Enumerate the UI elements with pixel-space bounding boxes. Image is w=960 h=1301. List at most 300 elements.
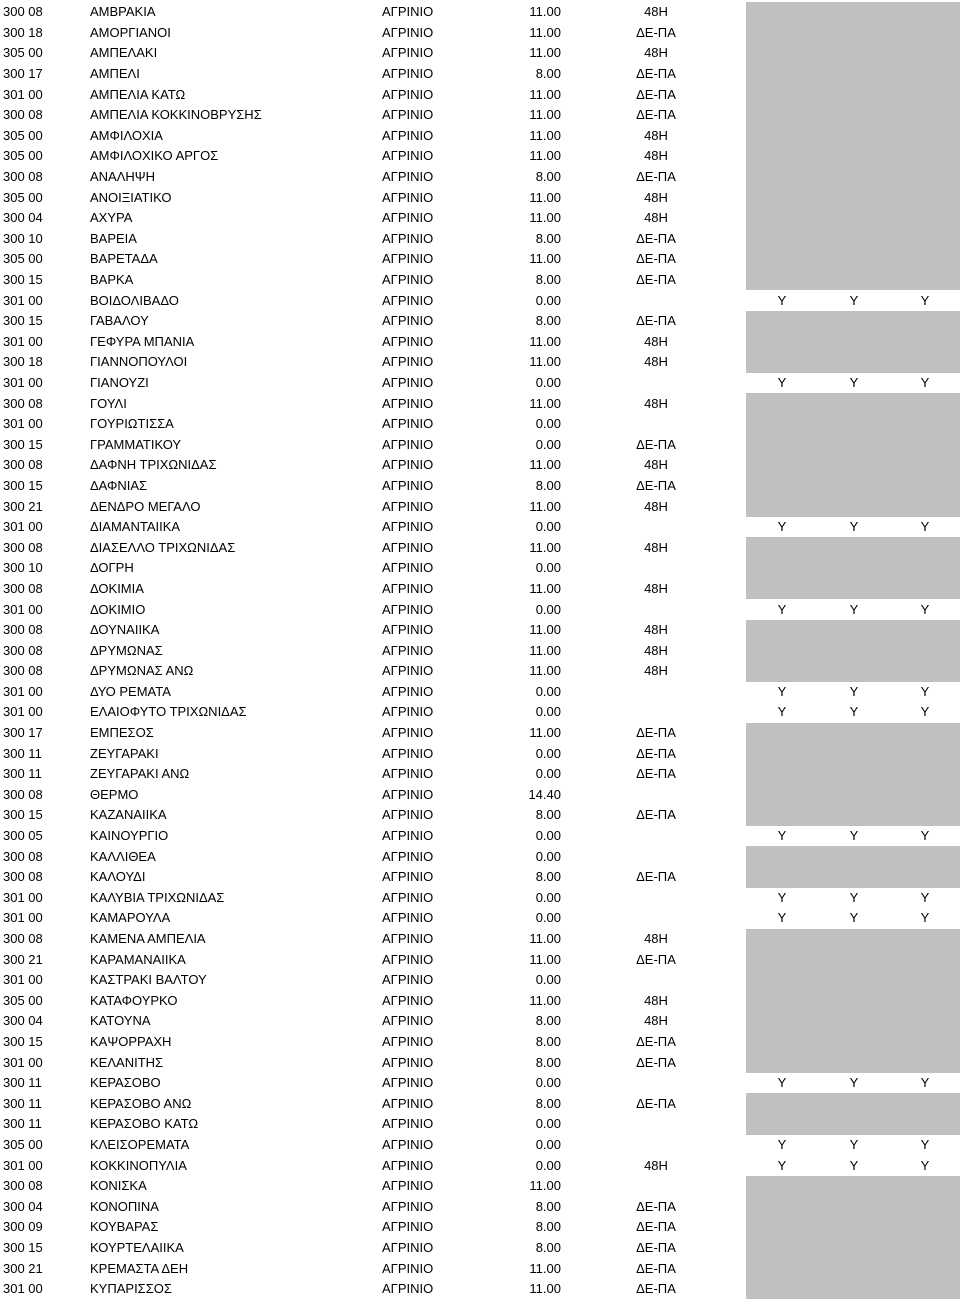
value-cell: 11.00 (529, 663, 561, 679)
area-cell: ΑΓΡΙΝΙΟ (382, 169, 434, 185)
value-cell: 0.00 (535, 374, 561, 390)
place-name-cell: ΑΜΒΡΑΚΙΑ (90, 4, 156, 20)
table-row (0, 949, 960, 970)
value-cell: 11.00 (529, 148, 561, 164)
flag-1-cell (746, 496, 818, 517)
value-cell: 0.00 (535, 704, 561, 720)
flag-2-cell (818, 785, 890, 806)
delivery-cell: ΔΕ-ΠΑ (636, 807, 676, 823)
area-cell: ΑΓΡΙΝΙΟ (382, 622, 434, 638)
flag-3-cell (890, 929, 960, 950)
area-cell: ΑΓΡΙΝΙΟ (382, 889, 434, 905)
delivery-cell: ΔΕ-ΠΑ (636, 1260, 676, 1276)
postal-code-cell: 301 00 (3, 972, 43, 988)
table-row (0, 311, 960, 332)
place-name-cell: ΕΜΠΕΣΟΣ (90, 725, 154, 741)
value-cell: 11.00 (529, 580, 561, 596)
value-cell: 11.00 (529, 1260, 561, 1276)
table-row (0, 2, 960, 23)
flag-3-cell (890, 764, 960, 785)
postal-code-cell: 300 04 (3, 1013, 43, 1029)
flag-2-cell (818, 949, 890, 970)
postal-code-cell: 300 08 (3, 539, 43, 555)
flag-3-cell: Y (920, 1075, 930, 1091)
table-row (0, 393, 960, 414)
flag-2-cell (818, 352, 890, 373)
postal-code-cell: 301 00 (3, 374, 43, 390)
area-cell: ΑΓΡΙΝΙΟ (382, 230, 434, 246)
value-cell: 0.00 (535, 889, 561, 905)
table-row (0, 702, 960, 723)
table-row (0, 434, 960, 455)
postal-code-cell: 300 17 (3, 725, 43, 741)
value-cell: 0.00 (535, 848, 561, 864)
delivery-cell (566, 517, 746, 538)
postal-code-cell: 300 10 (3, 230, 43, 246)
postal-code-cell: 300 10 (3, 560, 43, 576)
flag-3-cell: Y (920, 683, 930, 699)
flag-1-cell: Y (777, 292, 787, 308)
delivery-cell: ΔΕ-ΠΑ (636, 766, 676, 782)
value-cell: 11.00 (529, 992, 561, 1008)
area-cell: ΑΓΡΙΝΙΟ (382, 1178, 434, 1194)
value-cell: 0.00 (535, 828, 561, 844)
value-cell: 11.00 (529, 333, 561, 349)
delivery-cell (566, 682, 746, 703)
delivery-cell: ΔΕ-ΠΑ (636, 1219, 676, 1235)
flag-2-cell (818, 64, 890, 85)
flag-3-cell (890, 84, 960, 105)
value-cell: 11.00 (529, 725, 561, 741)
flag-3-cell (890, 1093, 960, 1114)
flag-1-cell (746, 208, 818, 229)
delivery-cell: ΔΕ-ΠΑ (636, 1281, 676, 1297)
value-cell: 8.00 (535, 1054, 561, 1070)
table-row (0, 208, 960, 229)
flag-3-cell (890, 332, 960, 353)
flag-3-cell (890, 1052, 960, 1073)
value-cell: 0.00 (535, 910, 561, 926)
flag-1-cell (746, 991, 818, 1012)
flag-1-cell (746, 743, 818, 764)
flag-1-cell (746, 949, 818, 970)
flag-3-cell (890, 743, 960, 764)
value-cell: 14.40 (528, 786, 561, 802)
area-cell: ΑΓΡΙΝΙΟ (382, 313, 434, 329)
table-row (0, 805, 960, 826)
place-name-cell: ΔΕΝΔΡΟ ΜΕΓΑΛΟ (90, 498, 201, 514)
flag-3-cell (890, 1032, 960, 1053)
place-name-cell: ΚΟΝΙΣΚΑ (90, 1178, 147, 1194)
flag-2-cell (818, 537, 890, 558)
flag-2-cell (818, 332, 890, 353)
flag-1-cell (746, 1093, 818, 1114)
flag-2-cell (818, 455, 890, 476)
value-cell: 0.00 (535, 416, 561, 432)
flag-2-cell (818, 764, 890, 785)
flag-2-cell (818, 929, 890, 950)
flag-1-cell (746, 1032, 818, 1053)
flag-3-cell: Y (920, 1157, 930, 1173)
value-cell: 0.00 (535, 745, 561, 761)
place-name-cell: ΔΑΦΝΙΑΣ (90, 477, 148, 493)
value-cell: 0.00 (535, 1157, 561, 1173)
flag-1-cell (746, 867, 818, 888)
delivery-cell: ΔΕ-ΠΑ (636, 1198, 676, 1214)
flag-3-cell (890, 476, 960, 497)
flag-1-cell (746, 352, 818, 373)
postal-code-cell: 300 11 (3, 745, 42, 761)
flag-3-cell (890, 1217, 960, 1238)
postal-code-cell: 301 00 (3, 416, 43, 432)
area-cell: ΑΓΡΙΝΙΟ (382, 127, 434, 143)
postal-code-cell: 300 08 (3, 642, 43, 658)
delivery-cell: 48Η (644, 663, 668, 679)
postal-code-cell: 300 08 (3, 395, 43, 411)
area-cell: ΑΓΡΙΝΙΟ (382, 107, 434, 123)
flag-2-cell (818, 414, 890, 435)
delivery-cell: ΔΕ-ΠΑ (636, 1239, 676, 1255)
flag-1-cell (746, 476, 818, 497)
postal-code-cell: 300 05 (3, 828, 43, 844)
value-cell: 8.00 (535, 66, 561, 82)
place-name-cell: ΚΕΡΑΣΟΒΟ ΚΑΤΩ (90, 1116, 199, 1132)
delivery-cell: ΔΕ-ΠΑ (636, 230, 676, 246)
locations-table (0, 2, 960, 1299)
postal-code-cell: 300 21 (3, 951, 43, 967)
flag-3-cell (890, 434, 960, 455)
place-name-cell: ΑΜΟΡΓΙΑΝΟΙ (90, 24, 171, 40)
postal-code-cell: 300 15 (3, 477, 43, 493)
table-row (0, 764, 960, 785)
delivery-cell: 48Η (644, 1013, 668, 1029)
area-cell: ΑΓΡΙΝΙΟ (382, 148, 434, 164)
flag-1-cell (746, 846, 818, 867)
flag-3-cell: Y (920, 828, 930, 844)
table-row (0, 1073, 960, 1094)
postal-code-cell: 300 18 (3, 24, 43, 40)
value-cell: 11.00 (529, 1178, 561, 1194)
table-row (0, 187, 960, 208)
postal-code-cell: 300 08 (3, 869, 43, 885)
table-row (0, 826, 960, 847)
table-body (0, 2, 960, 1299)
flag-3-cell: Y (920, 1136, 930, 1152)
flag-2-cell (818, 1258, 890, 1279)
flag-3-cell (890, 414, 960, 435)
place-name-cell: ΒΑΡΕΤΑΔΑ (90, 251, 158, 267)
postal-code-cell: 300 17 (3, 66, 43, 82)
postal-code-cell: 300 15 (3, 313, 43, 329)
flag-3-cell (890, 105, 960, 126)
table-row (0, 1279, 960, 1300)
postal-code-cell: 300 08 (3, 622, 43, 638)
table-row (0, 1155, 960, 1176)
value-cell: 11.00 (529, 86, 561, 102)
flag-1-cell (746, 311, 818, 332)
delivery-cell: ΔΕ-ΠΑ (636, 745, 676, 761)
value-cell: 0.00 (535, 1075, 561, 1091)
place-name-cell: ΚΕΛΑΝΙΤΗΣ (90, 1054, 164, 1070)
flag-1-cell: Y (777, 889, 787, 905)
postal-code-cell: 301 00 (3, 1281, 43, 1297)
table-row (0, 846, 960, 867)
place-name-cell: ΖΕΥΓΑΡΑΚΙ ΑΝΩ (90, 766, 190, 782)
area-cell: ΑΓΡΙΝΙΟ (382, 354, 434, 370)
area-cell: ΑΓΡΙΝΙΟ (382, 416, 434, 432)
table-row (0, 1135, 960, 1156)
place-name-cell: ΚΟΚΚΙΝΟΠΥΛΙΑ (90, 1157, 187, 1173)
place-name-cell: ΖΕΥΓΑΡΑΚΙ (90, 745, 159, 761)
flag-3-cell (890, 208, 960, 229)
delivery-cell: 48Η (644, 580, 668, 596)
table-row (0, 496, 960, 517)
area-cell: ΑΓΡΙΝΙΟ (382, 580, 434, 596)
place-name-cell: ΚΟΥΒΑΡΑΣ (90, 1219, 159, 1235)
postal-code-cell: 300 21 (3, 1260, 43, 1276)
flag-1-cell (746, 414, 818, 435)
flag-3-cell (890, 1176, 960, 1197)
value-cell: 8.00 (535, 1095, 561, 1111)
place-name-cell: ΑΜΠΕΛΑΚΙ (90, 45, 158, 61)
flag-2-cell (818, 434, 890, 455)
area-cell: ΑΓΡΙΝΙΟ (382, 663, 434, 679)
flag-1-cell (746, 579, 818, 600)
flag-2-cell (818, 558, 890, 579)
table-row (0, 1196, 960, 1217)
place-name-cell: ΚΑΜΑΡΟΥΛΑ (90, 910, 171, 926)
flag-1-cell (746, 620, 818, 641)
flag-1-cell: Y (777, 1157, 787, 1173)
flag-3-cell (890, 1196, 960, 1217)
postal-code-cell: 300 09 (3, 1219, 43, 1235)
area-cell: ΑΓΡΙΝΙΟ (382, 848, 434, 864)
flag-2-cell (818, 579, 890, 600)
flag-1-cell (746, 1258, 818, 1279)
flag-2-cell (818, 105, 890, 126)
place-name-cell: ΚΑΡΑΜΑΝΑΙΙΚΑ (90, 951, 186, 967)
flag-2-cell (818, 805, 890, 826)
place-name-cell: ΚΟΝΟΠΙΝΑ (90, 1198, 159, 1214)
delivery-cell: ΔΕ-ΠΑ (636, 251, 676, 267)
flag-2-cell (818, 146, 890, 167)
table-row (0, 599, 960, 620)
flag-2-cell: Y (849, 519, 859, 535)
value-cell: 11.00 (529, 107, 561, 123)
flag-2-cell (818, 970, 890, 991)
flag-2-cell: Y (849, 828, 859, 844)
area-cell: ΑΓΡΙΝΙΟ (382, 333, 434, 349)
flag-3-cell (890, 537, 960, 558)
flag-3-cell (890, 270, 960, 291)
area-cell: ΑΓΡΙΝΙΟ (382, 86, 434, 102)
postal-code-cell: 301 00 (3, 704, 43, 720)
delivery-cell: 48Η (644, 127, 668, 143)
place-name-cell: ΚΑΖΑΝΑΙΙΚΑ (90, 807, 167, 823)
delivery-cell: ΔΕ-ΠΑ (636, 869, 676, 885)
postal-code-cell: 300 08 (3, 4, 43, 20)
value-cell: 11.00 (529, 4, 561, 20)
flag-1-cell (746, 434, 818, 455)
flag-1-cell (746, 43, 818, 64)
postal-code-cell: 300 11 (3, 1075, 42, 1091)
value-cell: 0.00 (535, 560, 561, 576)
value-cell: 11.00 (529, 395, 561, 411)
postal-code-cell: 300 08 (3, 580, 43, 596)
flag-2-cell (818, 187, 890, 208)
value-cell: 0.00 (535, 766, 561, 782)
place-name-cell: ΓΡΑΜΜΑΤΙΚΟΥ (90, 436, 182, 452)
delivery-cell (566, 290, 746, 311)
flag-1-cell (746, 1052, 818, 1073)
table-row (0, 84, 960, 105)
value-cell: 8.00 (535, 272, 561, 288)
value-cell: 8.00 (535, 169, 561, 185)
area-cell: ΑΓΡΙΝΙΟ (382, 1260, 434, 1276)
postal-code-cell: 300 08 (3, 169, 43, 185)
table-row (0, 661, 960, 682)
area-cell: ΑΓΡΙΝΙΟ (382, 1281, 434, 1297)
area-cell: ΑΓΡΙΝΙΟ (382, 972, 434, 988)
flag-3-cell (890, 991, 960, 1012)
flag-2-cell (818, 661, 890, 682)
value-cell: 11.00 (529, 622, 561, 638)
place-name-cell: ΕΛΑΙΟΦΥΤΟ ΤΡΙΧΩΝΙΔΑΣ (90, 704, 247, 720)
value-cell: 8.00 (535, 230, 561, 246)
area-cell: ΑΓΡΙΝΙΟ (382, 292, 434, 308)
place-name-cell: ΒΑΡΕΙΑ (90, 230, 137, 246)
flag-3-cell (890, 723, 960, 744)
table-row (0, 1258, 960, 1279)
delivery-cell: 48Η (644, 4, 668, 20)
delivery-cell: 48Η (644, 1157, 668, 1173)
area-cell: ΑΓΡΙΝΙΟ (382, 1239, 434, 1255)
flag-2-cell (818, 23, 890, 44)
area-cell: ΑΓΡΙΝΙΟ (382, 1198, 434, 1214)
value-cell: 0.00 (535, 1136, 561, 1152)
table-row (0, 867, 960, 888)
flag-3-cell: Y (920, 704, 930, 720)
delivery-cell: ΔΕ-ΠΑ (636, 24, 676, 40)
flag-1-cell: Y (777, 374, 787, 390)
flag-3-cell (890, 187, 960, 208)
table-row (0, 537, 960, 558)
area-cell: ΑΓΡΙΝΙΟ (382, 374, 434, 390)
area-cell: ΑΓΡΙΝΙΟ (382, 1033, 434, 1049)
flag-2-cell (818, 1011, 890, 1032)
table-row (0, 1217, 960, 1238)
flag-3-cell (890, 311, 960, 332)
flag-3-cell (890, 579, 960, 600)
flag-1-cell (746, 537, 818, 558)
delivery-cell: 48Η (644, 210, 668, 226)
postal-code-cell: 300 08 (3, 786, 43, 802)
table-row (0, 1011, 960, 1032)
flag-3-cell (890, 1114, 960, 1135)
postal-code-cell: 305 00 (3, 148, 43, 164)
table-row (0, 43, 960, 64)
table-row (0, 558, 960, 579)
place-name-cell: ΓΑΒΑΛΟΥ (90, 313, 149, 329)
flag-2-cell (818, 311, 890, 332)
flag-3-cell (890, 867, 960, 888)
flag-2-cell: Y (849, 889, 859, 905)
flag-2-cell (818, 867, 890, 888)
table-row (0, 476, 960, 497)
area-cell: ΑΓΡΙΝΙΟ (382, 1219, 434, 1235)
table-row (0, 908, 960, 929)
value-cell: 8.00 (535, 1239, 561, 1255)
value-cell: 11.00 (529, 539, 561, 555)
postal-code-cell: 300 15 (3, 807, 43, 823)
flag-2-cell (818, 2, 890, 23)
delivery-cell: 48Η (644, 148, 668, 164)
delivery-cell: 48Η (644, 333, 668, 349)
flag-2-cell (818, 270, 890, 291)
delivery-cell: ΔΕ-ΠΑ (636, 436, 676, 452)
area-cell: ΑΓΡΙΝΙΟ (382, 272, 434, 288)
area-cell: ΑΓΡΙΝΙΟ (382, 931, 434, 947)
delivery-cell (566, 702, 746, 723)
value-cell: 0.00 (535, 601, 561, 617)
delivery-cell (566, 846, 746, 867)
delivery-cell: ΔΕ-ΠΑ (636, 1054, 676, 1070)
postal-code-cell: 305 00 (3, 992, 43, 1008)
flag-3-cell (890, 167, 960, 188)
place-name-cell: ΓΟΥΡΙΩΤΙΣΣΑ (90, 416, 174, 432)
value-cell: 11.00 (529, 210, 561, 226)
table-row (0, 991, 960, 1012)
area-cell: ΑΓΡΙΝΙΟ (382, 4, 434, 20)
postal-code-cell: 305 00 (3, 251, 43, 267)
area-cell: ΑΓΡΙΝΙΟ (382, 251, 434, 267)
value-cell: 11.00 (529, 24, 561, 40)
value-cell: 11.00 (529, 189, 561, 205)
flag-3-cell (890, 1258, 960, 1279)
value-cell: 11.00 (529, 1281, 561, 1297)
delivery-cell: 48Η (644, 992, 668, 1008)
flag-3-cell (890, 455, 960, 476)
flag-1-cell: Y (777, 910, 787, 926)
area-cell: ΑΓΡΙΝΙΟ (382, 1136, 434, 1152)
place-name-cell: ΔΟΚΙΜΙΟ (90, 601, 146, 617)
place-name-cell: ΘΕΡΜΟ (90, 786, 139, 802)
area-cell: ΑΓΡΙΝΙΟ (382, 766, 434, 782)
flag-3-cell (890, 496, 960, 517)
flag-2-cell (818, 723, 890, 744)
table-row (0, 290, 960, 311)
table-row (0, 23, 960, 44)
place-name-cell: ΚΕΡΑΣΟΒΟ ΑΝΩ (90, 1095, 192, 1111)
area-cell: ΑΓΡΙΝΙΟ (382, 1075, 434, 1091)
delivery-cell: 48Η (644, 622, 668, 638)
place-name-cell: ΚΑΤΑΦΟΥΡΚΟ (90, 992, 178, 1008)
place-name-cell: ΚΥΠΑΡΙΣΣΟΣ (90, 1281, 172, 1297)
flag-2-cell (818, 640, 890, 661)
area-cell: ΑΓΡΙΝΙΟ (382, 683, 434, 699)
area-cell: ΑΓΡΙΝΙΟ (382, 745, 434, 761)
flag-3-cell (890, 640, 960, 661)
postal-code-cell: 300 18 (3, 354, 43, 370)
delivery-cell (566, 1135, 746, 1156)
place-name-cell: ΚΕΡΑΣΟΒΟ (90, 1075, 161, 1091)
flag-2-cell (818, 1052, 890, 1073)
flag-3-cell (890, 620, 960, 641)
delivery-cell: 48Η (644, 189, 668, 205)
table-row (0, 785, 960, 806)
flag-3-cell: Y (920, 519, 930, 535)
flag-3-cell (890, 661, 960, 682)
